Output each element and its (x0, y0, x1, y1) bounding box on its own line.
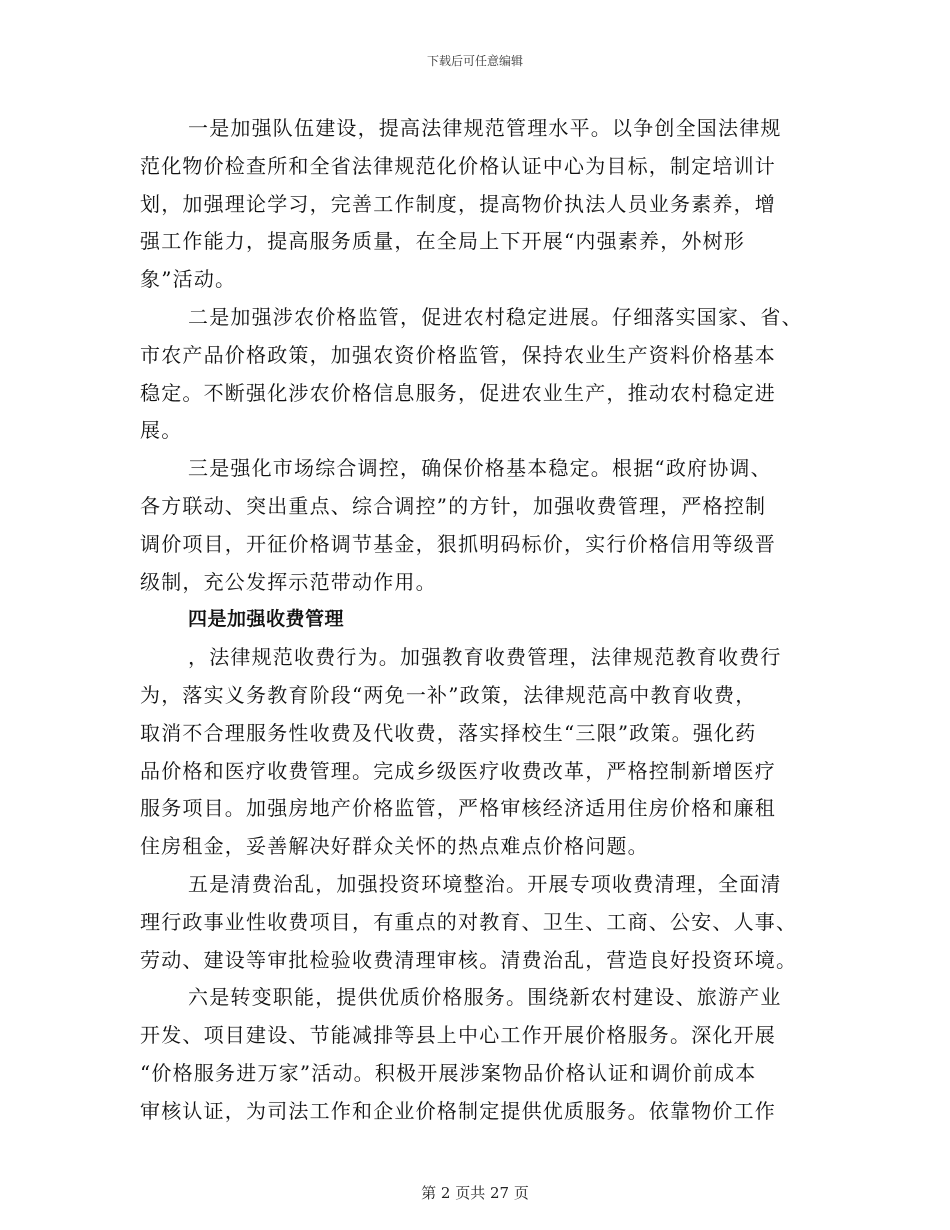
text-line: 象”活动。 (140, 267, 237, 292)
text-line: 服务项目。加强房地产价格监管，严格审核经济适用住房价格和廉租 (140, 796, 776, 821)
paragraph-2 (140, 299, 820, 450)
text-line: 开发、项目建设、节能减排等县上中心工作开展价格服务。深化开展 (140, 1023, 776, 1048)
document-body (140, 110, 820, 1131)
text-line: 五是清费治乱，加强投资环境整治。开展专项收费清理，全面清 (188, 871, 782, 896)
section-heading: 四是加强收费管理 (188, 608, 345, 631)
text-line: 各方联动、突出重点、综合调控”的方针，加强收费管理，严格控制 (140, 493, 767, 518)
paragraph-1 (140, 110, 820, 299)
text-line: 三是强化市场综合调控，确保价格基本稳定。根据“政府协调、 (188, 456, 772, 481)
text-line: 调价项目，开征价格调节基金，狠抓明码标价，实行价格信用等级晋 (140, 531, 776, 556)
text-line: 住房租金，妥善解决好群众关怀的热点难点价格问题。 (140, 834, 649, 859)
paragraph-6 (140, 979, 820, 1130)
text-line: 市农产品价格政策，加强农资价格监管，保持农业生产资料价格基本 (140, 342, 776, 367)
text-line: 品价格和医疗收费管理。完成乡级医疗收费改革，严格控制新增医疗 (140, 758, 776, 783)
text-line: 六是转变职能，提供优质价格服务。围绕新农村建设、旅游产业 (188, 985, 782, 1010)
text-line: 强工作能力，提高服务质量，在全局上下开展“内强素养，外树形 (140, 229, 746, 254)
page-header-note: 下载后可任意编辑 (426, 54, 523, 68)
text-line: 展。 (140, 418, 183, 443)
text-line: “价格服务进万家”活动。积极开展涉案物品价格认证和调价前成本 (140, 1060, 757, 1085)
page-number-footer: 第 2 页共 27 页 (421, 1184, 529, 1202)
text-line: 劳动、建设等审批检验收费清理审核。清费治乱，营造良好投资环境。 (140, 947, 798, 972)
paragraph-5 (140, 866, 820, 979)
text-line: 范化物价检查所和全省法律规范化价格认证中心为目标，制定培训计 (140, 153, 776, 178)
text-line: 审核认证，为司法工作和企业价格制定提供优质服务。依靠物价工作 (140, 1098, 776, 1123)
paragraph-3 (140, 450, 820, 601)
text-line: ，法律规范收费行为。加强教育收费管理，法律规范教育收费行 (188, 645, 782, 670)
text-line: 划，加强理论学习，完善工作制度，提高物价执法人员业务素养，增 (140, 191, 776, 216)
text-line: 级制，充公发挥示范带动作用。 (140, 569, 437, 594)
text-line: 为，落实义务教育阶段“两免一补”政策，法律规范高中教育收费， (140, 682, 757, 707)
text-line: 取消不合理服务性收费及代收费，落实择校生“三限”政策。强化药 (140, 720, 757, 745)
text-line: 理行政事业性收费项目，有重点的对教育、卫生、工商、公安、人事、 (140, 909, 798, 934)
text-line: 二是加强涉农价格监管，促进农村稳定进展。仔细落实国家、省、 (188, 304, 803, 329)
paragraph-4 (140, 639, 820, 866)
text-line: 一是加强队伍建设，提高法律规范管理水平。以争创全国法律规 (188, 116, 782, 140)
text-line: 稳定。不断强化涉农价格信息服务，促进农业生产，推动农村稳定进 (140, 380, 776, 405)
